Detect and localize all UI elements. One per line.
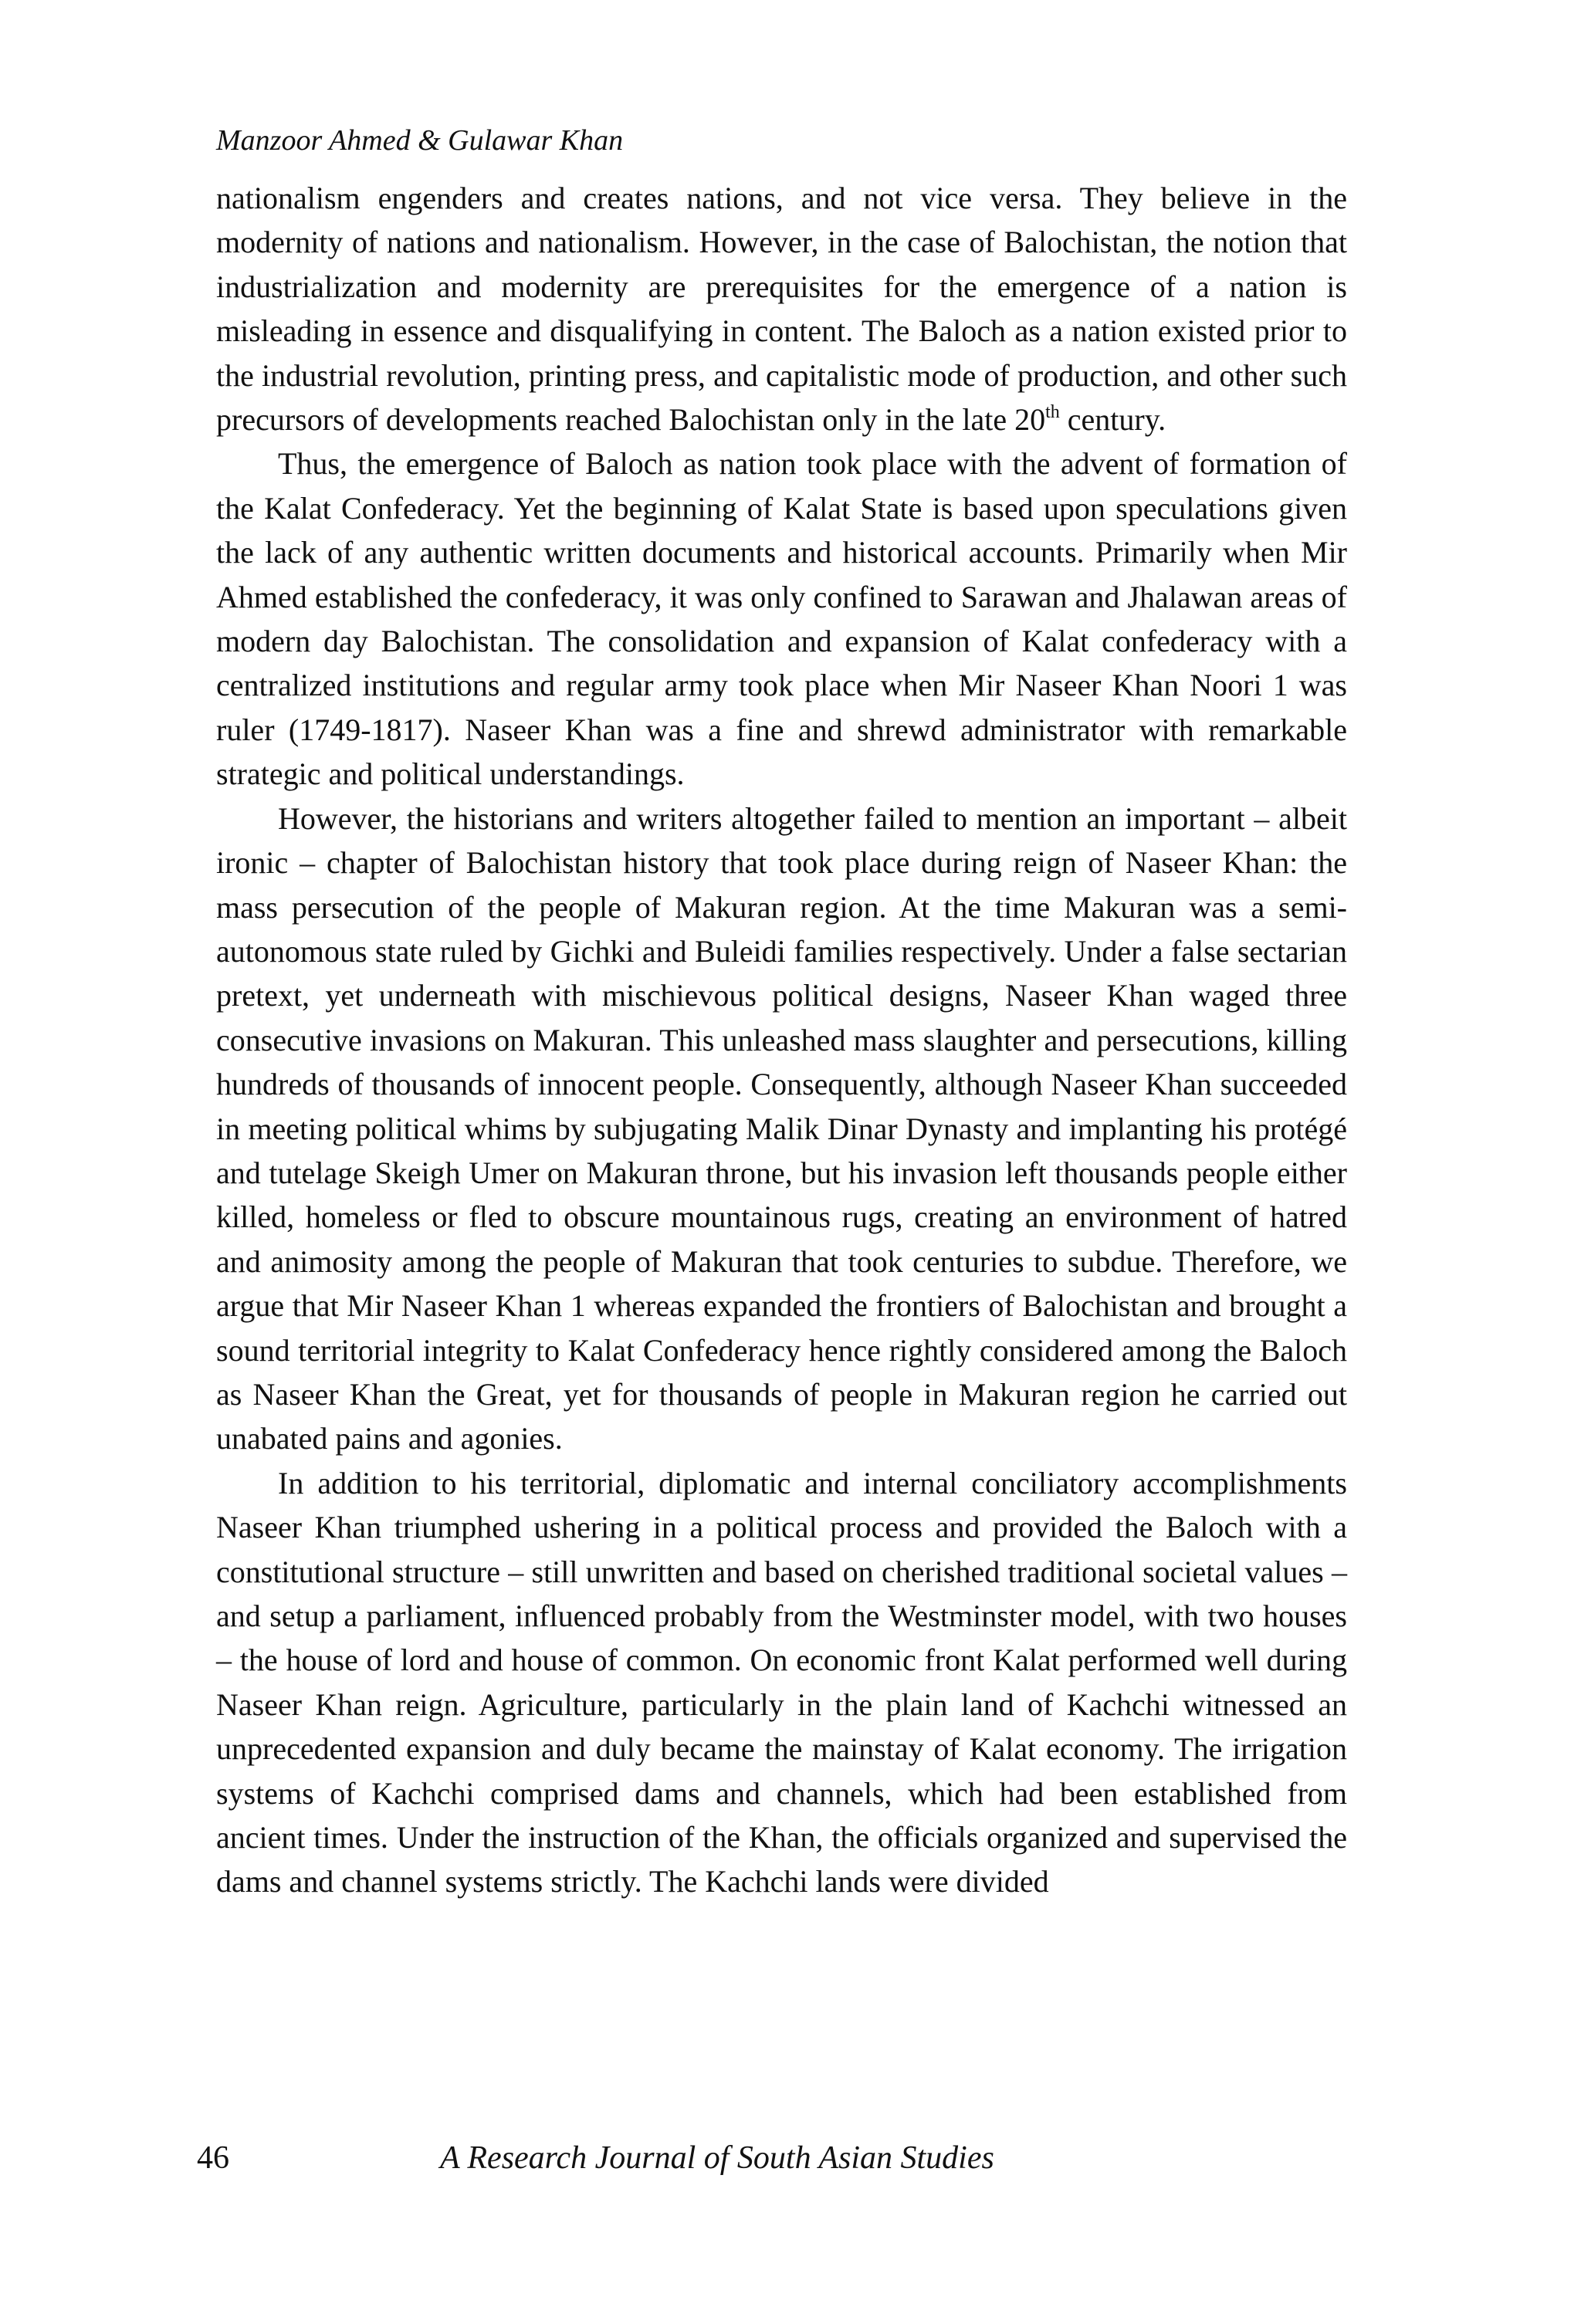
ordinal-superscript: th xyxy=(1045,402,1060,423)
paragraph-1 xyxy=(216,176,1347,441)
paragraph-3: However, the historians and writers altogether failed to mention an important – albeit ironic – chapter of Balochistan history that took place during reign of Naseer Khan: the mass persecution of the people of Makuran region. At the time Makuran was a semi-autonomous state ruled by Gichki and Buleidi families respectively. Under a false sectarian pretext, yet underneath with mischievous political designs, Naseer Khan waged three consecutive invasions on Makuran. This unleashed mass slaughter and persecutions, killing hundreds of thousands of innocent people. Consequently, although Naseer Khan succeeded in meeting political whims by subjugating Malik Dinar Dynasty and implanting his protégé and tutelage Skeigh Umer on Makuran throne, but his invasion left thousands people either killed, homeless or fled to obscure mountainous rugs, creating an environment of hatred and animosity among the people of Makuran that took centuries to subdue. Therefore, we argue that Mir Naseer Khan 1 whereas expanded the frontiers of Balochistan and brought a sound territorial integrity to Kalat Confederacy hence rightly considered among the Baloch as Naseer Khan the Great, yet for thousands of people in Makuran region he carried out unabated pains and agonies. xyxy=(216,800,1347,1456)
paragraph-1-tail: century. xyxy=(1059,402,1166,438)
running-footer-journal: A Research Journal of South Asian Studies xyxy=(440,2140,994,2176)
page-number: 46 xyxy=(197,2140,229,2176)
paragraph-2: Thus, the emergence of Baloch as nation took place with the advent of formation of the Kalat Confederacy. Yet the beginning of Kalat State is based upon speculations given the lack of any authentic written documents and historical accounts. Primarily when Mir Ahmed established the confederacy, it was only confined to Sarawan and Jhalawan areas of modern day Balochistan. The consolidation and expansion of Kalat confederacy with a centralized institutions and regular army took place when Mir Naseer Khan Noori 1 was ruler (1749-1817). Naseer Khan was a fine and shrewd administrator with remarkable strategic and political understandings. xyxy=(216,446,1347,792)
running-header-authors: Manzoor Ahmed & Gulawar Khan xyxy=(216,124,624,157)
paragraph-4: In addition to his territorial, diplomatic and internal conciliatory accomplishments Naseer Khan triumphed ushering in a political process and provided the Baloch with a constitutional structure – still unwritten and based on cherished traditional societal values – and setup a parliament, influenced probably from the Westminster model, with two houses – the house of lord and house of common. On economic front Kalat performed well during Naseer Khan reign. Agriculture, particularly in the plain land of Kachchi witnessed an unprecedented expansion and duly became the mainstay of Kalat economy. The irrigation systems of Kachchi comprised dams and channels, which had been established from ancient times. Under the instruction of the Khan, the officials organized and supervised the dams and channel systems strictly. The Kachchi lands were divided xyxy=(216,1465,1347,1899)
article-body xyxy=(216,176,1347,1904)
paragraph-1-text: nationalism engenders and creates nations, and not vice versa. They believe in the modernity of nations and nationalism. However, in the case of Balochistan, the notion that industrialization and modernity are prerequisites for the emergence of a nation is misleading in essence and disqualifying in content. The Baloch as a nation existed prior to the industrial revolution, printing press, and capitalistic mode of production, and other such precursors of developments reached Balochistan only in the late 20 xyxy=(216,181,1347,438)
